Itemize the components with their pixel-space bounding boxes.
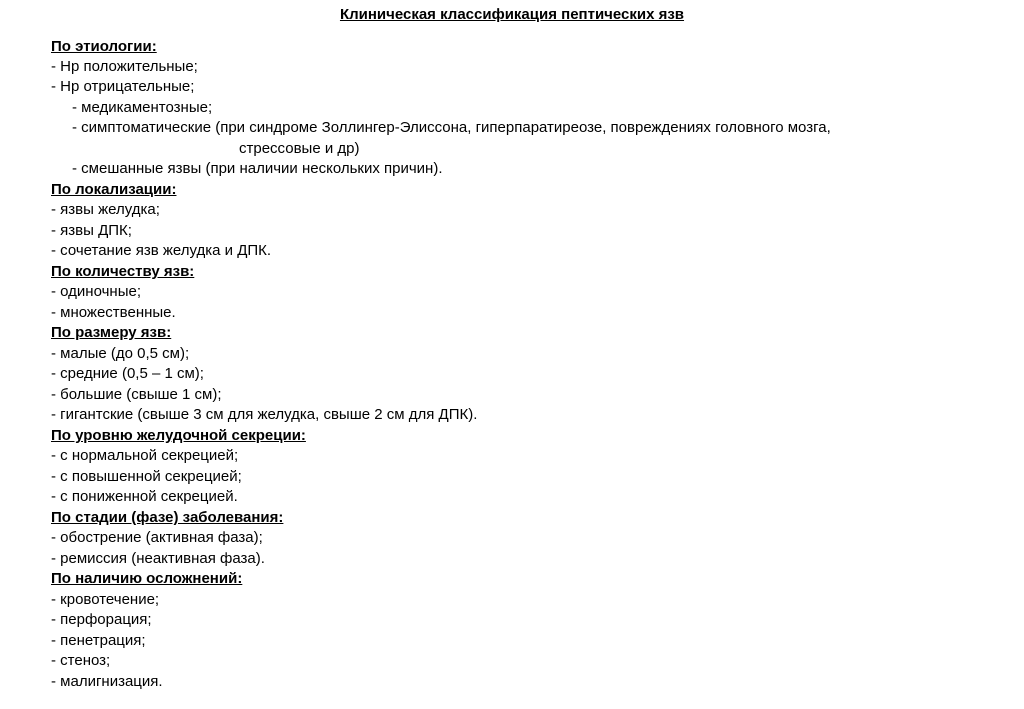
- list-item: - средние (0,5 – 1 см);: [51, 365, 204, 382]
- list-item: - Нр положительные;: [51, 58, 198, 75]
- list-item: - стеноз;: [51, 652, 111, 669]
- list-item: - смешанные язвы (при наличии нескольких причин).: [72, 160, 443, 177]
- page-title: Клиническая классификация пептических язв: [339, 6, 685, 23]
- list-item-continuation: стрессовые и др): [239, 140, 360, 157]
- list-item: - одиночные;: [51, 283, 141, 300]
- list-item: - Нр отрицательные;: [51, 78, 195, 95]
- list-item: - симптоматические (при синдроме Золлингер-Элиссона, гиперпаратиреозе, повреждениях головного мозга,: [72, 119, 831, 136]
- list-item: - сочетание язв желудка и ДПК.: [51, 242, 272, 259]
- list-item: - малигнизация.: [51, 673, 163, 690]
- list-item: - гигантские (свыше 3 см для желудка, свыше 2 см для ДПК).: [51, 406, 478, 423]
- list-item: - перфорация;: [51, 611, 152, 628]
- list-item: - множественные.: [51, 304, 176, 321]
- section-heading-complications: По наличию осложнений:: [51, 570, 243, 587]
- section-heading-localization: По локализации:: [51, 181, 177, 198]
- list-item: - большие (свыше 1 см);: [51, 386, 222, 403]
- list-item: - обострение (активная фаза);: [51, 529, 263, 546]
- list-item: - малые (до 0,5 см);: [51, 345, 190, 362]
- list-item: - с пониженной секрецией.: [51, 488, 238, 505]
- list-item: - язвы желудка;: [51, 201, 160, 218]
- list-item: - медикаментозные;: [72, 99, 213, 116]
- list-item: - с нормальной секрецией;: [51, 447, 239, 464]
- list-item: - с повышенной секрецией;: [51, 468, 242, 485]
- section-heading-secretion: По уровню желудочной секреции:: [51, 427, 306, 444]
- list-item: - ремиссия (неактивная фаза).: [51, 550, 265, 567]
- list-item: - кровотечение;: [51, 591, 160, 608]
- list-item: - язвы ДПК;: [51, 222, 132, 239]
- section-heading-count: По количеству язв:: [51, 263, 195, 280]
- section-heading-size: По размеру язв:: [51, 324, 172, 341]
- section-heading-etiology: По этиологии:: [51, 38, 157, 55]
- list-item: - пенетрация;: [51, 632, 146, 649]
- section-heading-stage: По стадии (фазе) заболевания:: [51, 509, 284, 526]
